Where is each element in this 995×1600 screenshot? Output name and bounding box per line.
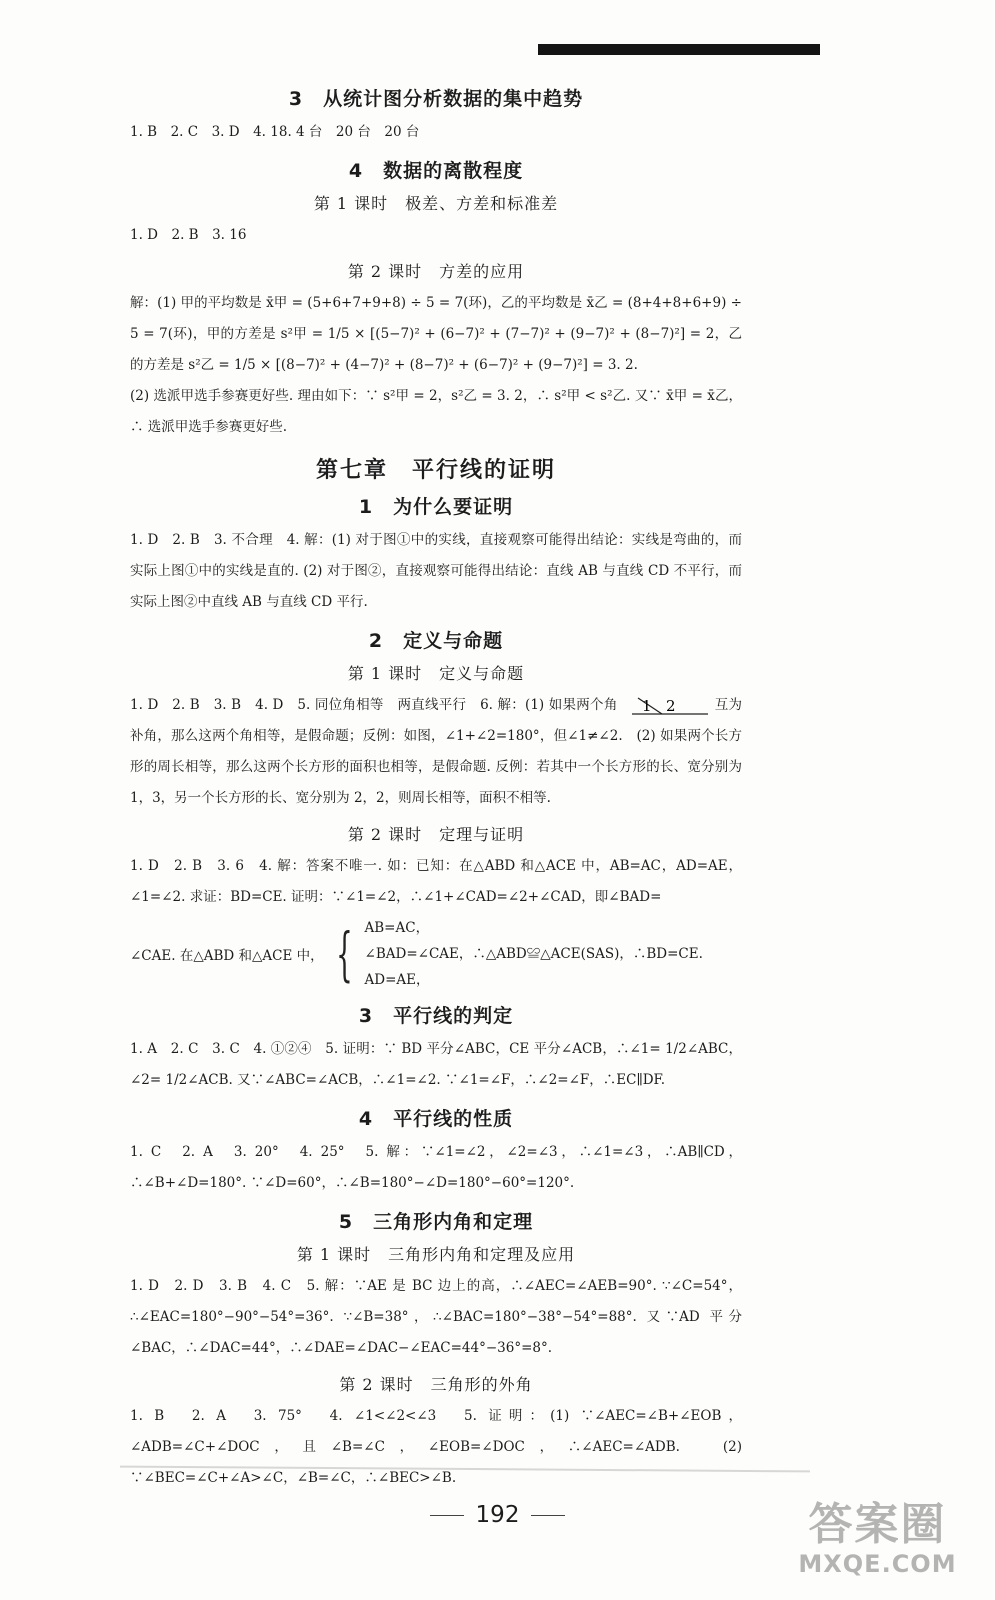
header-bar bbox=[538, 44, 820, 55]
answer-text: 1. C 2. A 3. 20° 4. 25° 5. 解：∵∠1=∠2，∠2=∠3，∴∠1=∠3，∴AB∥CD，∴∠B+∠D=180°. ∵∠D=60°，∴∠B=180°−∠D=180°−60°=120°. bbox=[130, 1144, 742, 1191]
lesson-title: 第 1 课时 三角形内角和定理及应用 bbox=[296, 1245, 576, 1264]
section-title: 5 三角形内角和定理 bbox=[338, 1211, 534, 1233]
section-title: 1 为什么要证明 bbox=[358, 496, 514, 518]
section-title: 4 数据的离散程度 bbox=[348, 160, 524, 182]
answer-text-part: 互为补角，那么这两个角相等，是假命题；反例：如图，∠1+∠2=180°，但∠1≠∠2. (2) 如果两个长方形的周长相等，那么这两个长方形的面积也相等，是假命题. 反例：若其中一个长方形的长、宽分别为 1，3，另一个长方形的长、宽分别为 2，2，则周长相等，面积不相等. bbox=[130, 697, 742, 806]
answer-text: 1. B 2. C 3. D 4. 18. 4 台 20 台 20 台 bbox=[130, 124, 420, 140]
angle-label-2: 2 bbox=[666, 696, 676, 715]
lesson-title: 第 1 课时 定义与命题 bbox=[347, 664, 525, 683]
proof-system bbox=[130, 915, 742, 993]
lesson-title: 第 2 课时 方差的应用 bbox=[347, 262, 525, 281]
answer-text bbox=[130, 690, 742, 814]
watermark-logo: 答案圈 bbox=[808, 1499, 947, 1550]
answer-text: 1. D 2. B 3. 16 bbox=[130, 227, 247, 243]
page-number-text: 192 bbox=[475, 1502, 520, 1528]
answer-text: 解：(1) 甲的平均数是 x̄甲 = (5+6+7+9+8) ÷ 5 = 7(环)，乙的平均数是 x̄乙 = (8+4+8+6+9) ÷ 5 = 7(环)，甲的方差是 s²甲 = 1/5 × [(5−7)² + (6−7)² + (7−7)² + (9−7)² + (8−7)²] = 2，乙的方差是 s²乙 = 1/5 × [(8−7)² + (4−7)² + (8−7)² + (6−7)² + (9−7)²] = 3. 2. bbox=[130, 295, 742, 373]
angle-figure bbox=[628, 694, 710, 718]
proof-lead: ∠CAE. 在△ABD 和△ACE 中， bbox=[130, 948, 324, 964]
proof-conditions bbox=[365, 915, 703, 993]
dash-right bbox=[531, 1515, 565, 1516]
proof-condition: ∠BAD=∠CAE，∴△ABD≌△ACE(SAS)，∴BD=CE. bbox=[364, 946, 703, 962]
section-title: 4 平行线的性质 bbox=[358, 1108, 514, 1130]
watermark-url: MXQE.COM bbox=[798, 1550, 957, 1578]
section-title: 2 定义与命题 bbox=[368, 630, 504, 652]
answer-text: 1. B 2. A 3. 75° 4. ∠1<∠2<∠3 5. 证明：(1) ∵∠AEC=∠B+∠EOB，∠ADB=∠C+∠DOC，且∠B=∠C，∠EOB=∠DOC，∴∠AEC=∠ADB. (2) ∵∠BEC=∠C+∠A>∠C，∠B=∠C，∴∠BEC>∠B. bbox=[130, 1408, 742, 1486]
answer-text: (2) 选派甲选手参赛更好些. 理由如下：∵ s²甲 = 2，s²乙 = 3. 2，∴ s²甲 < s²乙. 又∵ x̄甲 = x̄乙，∴ 选派甲选手参赛更好些. bbox=[130, 388, 742, 435]
watermark bbox=[790, 1500, 965, 1578]
answer-text: 1. D 2. B 3. 不合理 4. 解：(1) 对于图①中的实线，直接观察可能得出结论：实线是弯曲的，而实际上图①中的实线是直的. (2) 对于图②，直接观察可能得出结论：直线 AB 与直线 CD 不平行，而实际上图②中直线 AB 与直线 CD 平行. bbox=[130, 532, 742, 610]
section-title: 3 平行线的判定 bbox=[358, 1005, 514, 1027]
brace-symbol: { bbox=[335, 920, 353, 988]
proof-condition: AD=AE， bbox=[364, 972, 430, 988]
answer-text: 1. D 2. D 3. B 4. C 5. 解：∵AE 是 BC 边上的高，∴∠AEC=∠AEB=90°. ∵∠C=54°，∴∠EAC=180°−90°−54°=36°. ∵∠B=38°，∴∠BAC=180°−38°−54°=88°. 又∵AD 平分∠BAC，∴∠DAC=44°，∴∠DAE=∠DAC−∠EAC=44°−36°=8°. bbox=[130, 1278, 742, 1356]
proof-condition: AB=AC， bbox=[364, 920, 430, 936]
answer-text-part: 1. D 2. B 3. B 4. D 5. 同位角相等 两直线平行 6. 解：(1) 如果两个角 bbox=[130, 697, 618, 713]
answer-page bbox=[130, 76, 742, 1494]
chapter-title: 第七章 平行线的证明 bbox=[315, 458, 556, 483]
lesson-title: 第 2 课时 定理与证明 bbox=[347, 825, 525, 844]
lesson-title: 第 2 课时 三角形的外角 bbox=[339, 1375, 533, 1394]
lesson-title: 第 1 课时 极差、方差和标准差 bbox=[313, 194, 559, 213]
answer-text: 1. A 2. C 3. C 4. ①②④ 5. 证明：∵ BD 平分∠ABC，CE 平分∠ACB，∴∠1= 1/2∠ABC，∠2= 1/2∠ACB. 又∵∠ABC=∠ACB，∴∠1=∠2. ∵∠1=∠F，∴∠2=∠F，∴EC∥DF. bbox=[130, 1041, 742, 1088]
dash-left bbox=[430, 1515, 464, 1516]
section-title: 3 从统计图分析数据的集中趋势 bbox=[288, 88, 584, 110]
angle-label-1: 1 bbox=[642, 696, 652, 715]
answer-text: 1. D 2. B 3. 6 4. 解：答案不唯一. 如：已知：在△ABD 和△ACE 中，AB=AC，AD=AE，∠1=∠2. 求证：BD=CE. 证明：∵∠1=∠2，∴∠1+∠CAD=∠2+∠CAD，即∠BAD= bbox=[130, 858, 742, 905]
